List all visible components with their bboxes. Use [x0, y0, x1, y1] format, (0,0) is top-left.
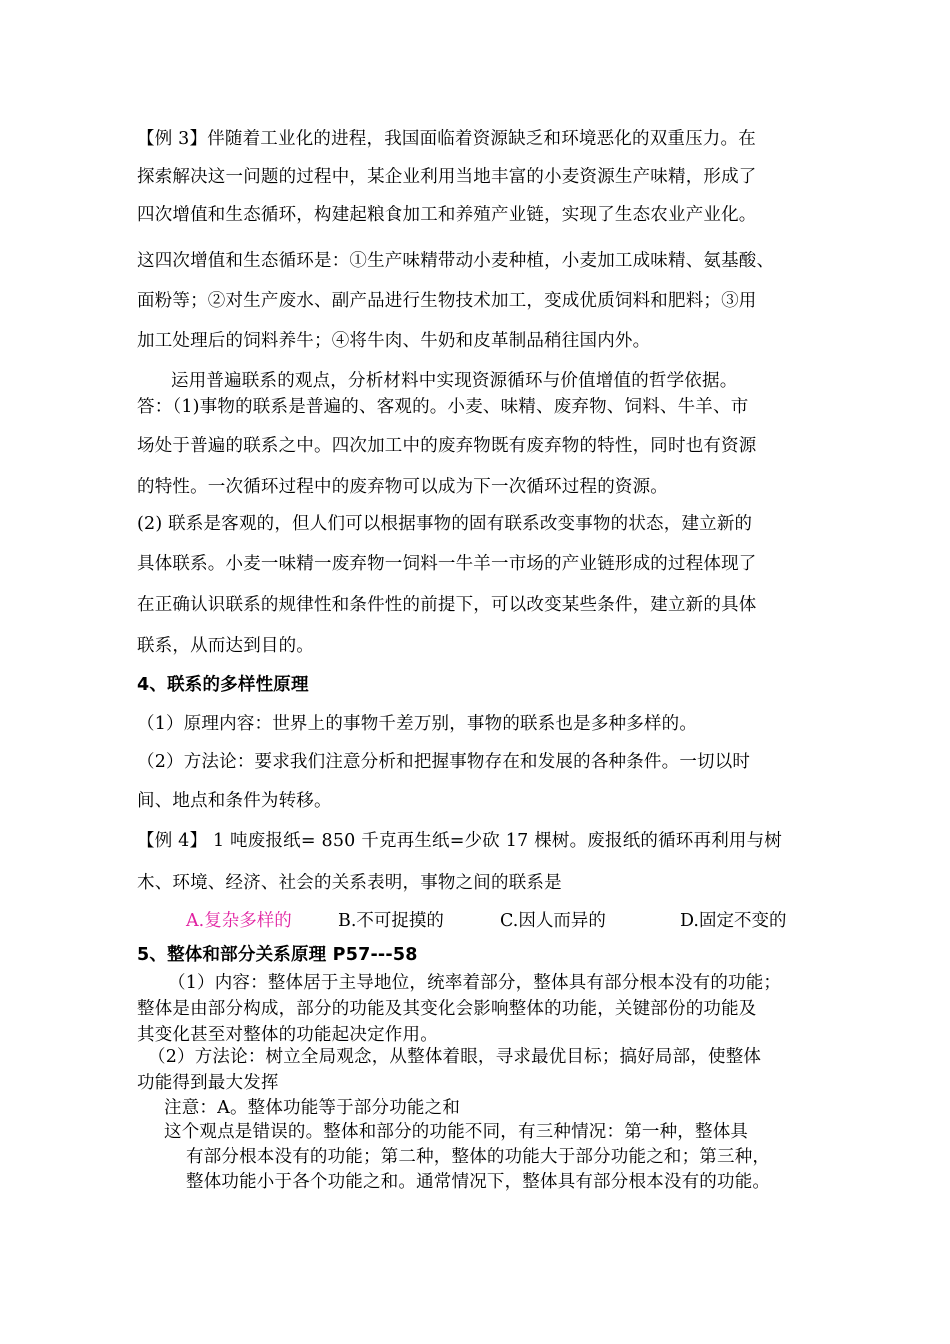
example3-line-4: 这四次增值和生态循环是：①生产味精带动小麦种植，小麦加工成味精、氨基酸、	[137, 251, 775, 271]
answer-line-4: (2) 联系是客观的，但人们可以根据事物的固有联系改变事物的状态，建立新的	[137, 514, 753, 534]
example4-line-1: 【例 4】 1 吨废报纸= 850 千克再生纸=少砍 17 棵树。废报纸的循环再利用与树	[137, 831, 783, 851]
section5-content-line-1: （1）内容：整体居于主导地位，统率着部分，整体具有部分根本没有的功能；	[168, 973, 782, 993]
section4-content: （1）原理内容：世界上的事物千差万别，事物的联系也是多种多样的。	[137, 714, 698, 734]
answer-line-6: 在正确认识联系的规律性和条件性的前提下，可以改变某些条件，建立新的具体	[137, 595, 757, 615]
answer-line-2: 场处于普遍的联系之中。四次加工中的废弃物既有废弃物的特性，同时也有资源	[137, 436, 757, 456]
section5-content-line-2: 整体是由部分构成，部分的功能及其变化会影响整体的功能，关键部份的功能及	[137, 999, 757, 1019]
note-line-2: 这个观点是错误的。整体和部分的功能不同，有三种情况：第一种，整体具	[164, 1122, 749, 1142]
section5-content-line-3: 其变化甚至对整体的功能起决定作用。	[137, 1025, 438, 1045]
section5-heading: 5、整体和部分关系原理 P57---58	[137, 945, 418, 965]
example3-line-1: 【例 3】伴随着工业化的进程，我国面临着资源缺乏和环境恶化的双重压力。在	[137, 129, 756, 149]
example3-question: 运用普遍联系的观点，分析材料中实现资源循环与价值增值的哲学依据。	[171, 371, 738, 391]
example3-line-6: 加工处理后的饲料养牛；④将牛肉、牛奶和皮革制品稍往国内外。	[137, 331, 651, 351]
answer-line-3: 的特性。一次循环过程中的废弃物可以成为下一次循环过程的资源。	[137, 477, 668, 497]
answer-line-7: 联系，从而达到目的。	[137, 636, 314, 656]
answer-line-1: 答：（1)事物的联系是普遍的、客观的。小麦、味精、废弃物、饲料、牛羊、市	[137, 397, 749, 417]
option-c: C.因人而异的	[500, 911, 606, 931]
section4-method-line-1: （2）方法论：要求我们注意分析和把握事物存在和发展的各种条件。一切以时	[137, 752, 751, 772]
section4-method-line-2: 间、地点和条件为转移。	[137, 791, 332, 811]
option-b: B.不可捉摸的	[338, 911, 444, 931]
note-line-1: 注意：A。整体功能等于部分功能之和	[164, 1098, 461, 1118]
option-a: A.复杂多样的	[186, 911, 292, 931]
section5-method-line-1: （2）方法论：树立全局观念，从整体着眼，寻求最优目标；搞好局部，使整体	[148, 1047, 762, 1067]
option-d: D.固定不变的	[680, 911, 787, 931]
example3-line-5: 面粉等；②对生产废水、副产品进行生物技术加工，变成优质饲料和肥料；③用	[137, 291, 757, 311]
example3-line-3: 四次增值和生态循环，构建起粮食加工和养殖产业链，实现了生态农业产业化。	[137, 205, 757, 225]
note-line-4: 整体功能小于各个功能之和。通常情况下，整体具有部分根本没有的功能。	[186, 1172, 771, 1192]
answer-line-5: 具体联系。小麦一味精一废弃物一饲料一牛羊一市场的产业链形成的过程体现了	[137, 554, 757, 574]
section5-method-line-2: 功能得到最大发挥	[137, 1073, 279, 1093]
example3-line-2: 探索解决这一问题的过程中，某企业利用当地丰富的小麦资源生产味精，形成了	[137, 167, 757, 187]
note-line-3: 有部分根本没有的功能；第二种，整体的功能大于部分功能之和；第三种，	[186, 1147, 771, 1167]
section4-heading: 4、联系的多样性原理	[137, 675, 309, 695]
example4-line-2: 木、环境、经济、社会的关系表明，事物之间的联系是	[137, 873, 562, 893]
